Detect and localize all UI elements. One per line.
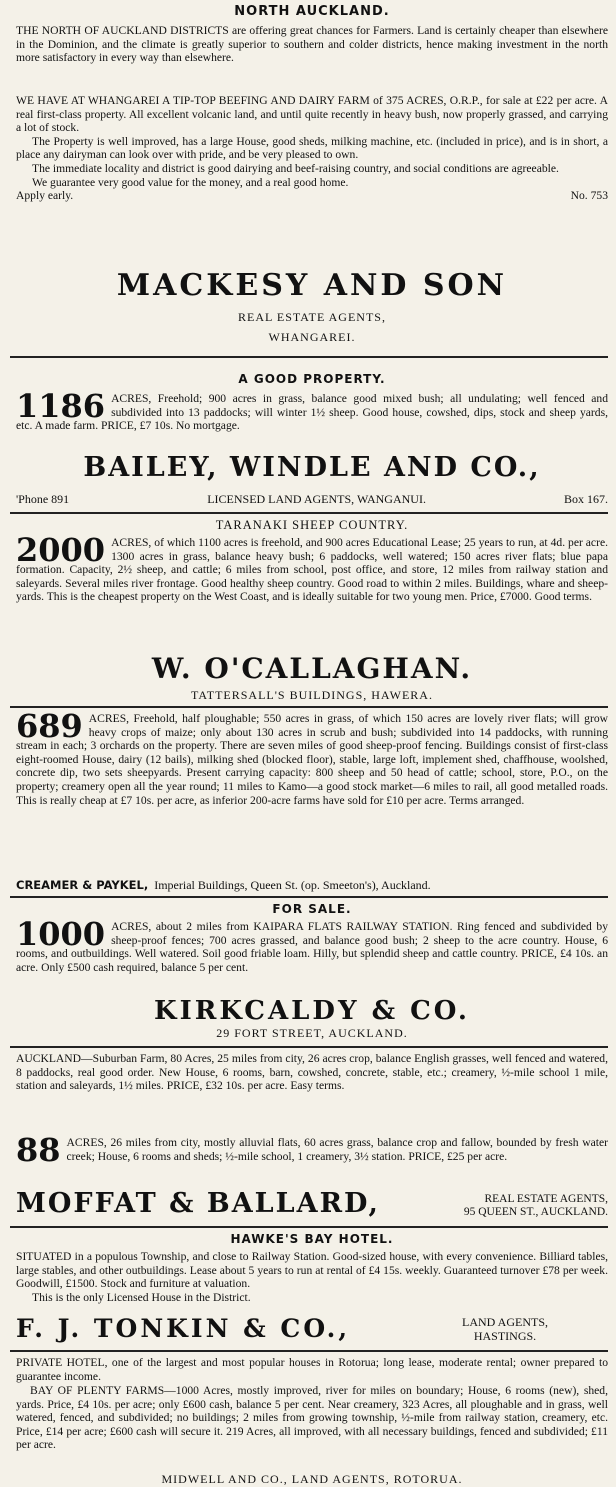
acreage-number: 689 xyxy=(16,707,83,745)
taranaki-text: 2000 ACRES, of which 1100 acres is freehold, and 900 acres Educational Lease; 25 years to run, at 4d. per acre. 1300 acres in grass, balance heavy bush; 6 paddocks, well watered; 150 acres river flats; blue papa formation. Capacity, 2½ sheep, and cattle; 6 miles from school, post office, and store, 12 miles from railway station and saleyards. Several miles river frontage. Good healthy sheep country. Good road to within 2 miles. Buildings, whare and sheep-yards. This is the cheapest property on the West Coast, and is ideally suitable for two young men. Price, £7000. Good terms. xyxy=(16,531,608,604)
auckland-suburban-farm-text: AUCKLAND—Suburban Farm, 80 Acres, 25 miles from city, 26 acres crop, balance English grasses, well fenced and watered, 8 paddocks, real good order. New House, 6 rooms, barn, cowshed, concrete, stable, etc.; creamery, ½-mile school 1 mile, station and saleyards, 1½ miles. PRICE, £32 10s. per acre. Easy terms. xyxy=(16,1052,608,1093)
reference-number: No. 753 xyxy=(570,189,608,203)
ocallaghan-agent: W. O'CALLAGHAN. xyxy=(151,652,473,685)
tonkin-agent-block xyxy=(16,1314,608,1343)
mackesy-and-son-agent: MACKESY AND SON xyxy=(116,268,508,303)
creamer-paykel-agent: CREAMER & PAYKEL, xyxy=(16,878,149,892)
creamer-agent-address: Imperial Buildings, Queen St. (op. Smeeton's), Auckland. xyxy=(154,878,431,892)
ocallaghan-agent-subtitle: TATTERSALL'S BUILDINGS, HAWERA. xyxy=(191,688,433,702)
apply-early: Apply early. xyxy=(16,189,74,203)
phone-number: 'Phone 891 xyxy=(16,492,70,506)
bailey-agent-info xyxy=(16,492,608,507)
moffat-agent-address: 95 QUEEN ST., AUCKLAND. xyxy=(463,1206,608,1218)
divider xyxy=(10,1046,608,1048)
midwell-agent: MIDWELL AND CO., LAND AGENTS, ROTORUA. xyxy=(161,1472,463,1486)
taranaki-heading: TARANAKI SHEEP COUNTRY. xyxy=(215,518,409,532)
acreage-number: 1000 xyxy=(16,915,106,953)
creamer-agent-info xyxy=(16,878,608,893)
tonkin-agent-info xyxy=(462,1315,548,1343)
moffat-agent-block xyxy=(16,1188,608,1219)
kirkcaldy-agent-subtitle: 29 FORT STREET, AUCKLAND. xyxy=(216,1026,408,1040)
bay-of-plenty-farms-text: BAY OF PLENTY FARMS—1000 Acres, mostly improved, river for miles on boundary; House, 6 rooms (new), shed, yards. Price, £4 10s. per acre; only £600 cash, balance 5 per cent. Near creamery, 323 Acres, all ploughable and in grass, well watered, fenced, and subdivided; no buildings; 2 miles from growing township, ½-mile from railway station, creamery, etc. Price, £14 per acre; £600 cash will secure it. 219 Acres, all improved, with all necessary buildings, fenced and subdivided; £11 per acre. xyxy=(16,1384,608,1452)
kirkcaldy-agent: KIRKCALDY & CO. xyxy=(154,996,470,1026)
good-property-text: 1186 ACRES, Freehold; 900 acres in grass, balance good mixed bush; all undulating; well fenced and subdivided into 13 paddocks; will winter 1½ sheep. Good house, cowshed, dips, stock and sheep yards, etc. A made farm. PRICE, £7 10s. No mortgage. xyxy=(16,387,608,433)
divider xyxy=(10,512,608,514)
rotorua-private-hotel-text: PRIVATE HOTEL, one of the largest and most popular houses in Rotorua; long lease, moderate rental; owner prepared to guarantee income. xyxy=(16,1356,608,1383)
moffat-88-acres-text: 88 ACRES, 26 miles from city, mostly alluvial flats, 60 acres grass, balance crop and fallow, bounded by fresh water creek; House, 6 rooms and sheds; ½-mile school, 1 creamery, 3½ station. PRICE, £25 per acre. xyxy=(16,1131,608,1169)
mackesy-agent-town: WHANGAREI. xyxy=(268,330,356,344)
hawkes-bay-hotel-text: SITUATED in a populous Township, and close to Railway Station. Good-sized house, with every convenience. Billiard tables, large stables, and other outbuildings. Lease about 5 years to run at rental of £4 15s. weekly. Guaranteed turnover £78 per week. Goodwill, £1500. Stock and furniture at valuation. This is the only Licensed House in the District. xyxy=(16,1250,608,1304)
divider xyxy=(10,1226,608,1228)
acreage-number: 2000 xyxy=(16,531,106,569)
acreage-number: 88 xyxy=(16,1131,61,1169)
divider xyxy=(10,356,608,358)
bailey-windle-agent: BAILEY, WINDLE AND CO., xyxy=(83,452,541,483)
hawkes-bay-hotel-heading: HAWKE'S BAY HOTEL. xyxy=(230,1232,394,1246)
creamer-paykel-text: 689 ACRES, Freehold, half ploughable; 550 acres in grass, of which 150 acres are lovely river flats; will grow heavy crops of maize; only about 130 acres in scrub and bush; subdivided into 14 paddocks, with running stream in each; 3 orchards on the property. There are seven miles of good sheep-proof fencing. Buildings consist of first-class eight-roomed House, dairy (12 bails), milking shed (blocked floor), stable, large loft, implement shed, chaffhouse, woolshed, concrete dip, two sets sheepyards. Present carrying capacity: 800 sheep and 50 head of cattle; school, store, P.O., on the property; creamery open all the year round; 11 miles to Kamo—a good stock market—6 miles to rail, all good metalled roads. This is really cheap at £7 10s. per acre, as inferior 200-acre farms have sold for £10 per acre. Terms arranged. xyxy=(16,707,608,807)
acreage-number: 1186 xyxy=(16,387,106,425)
for-sale-heading: FOR SALE. xyxy=(272,902,352,916)
hotel-note: This is the only Licensed House in the District. xyxy=(32,1290,251,1304)
mackesy-agent-subtitle: REAL ESTATE AGENTS, xyxy=(238,310,386,324)
divider xyxy=(10,706,608,708)
for-sale-text: 1000 ACRES, about 2 miles from KAIPARA FLATS RAILWAY STATION. Ring fenced and subdivided by sheep-proof fences; 700 acres grassed, and balance good bush; 2 sheep to the acre country. House, 6 rooms, and outbuildings. Well watered. Soil good friable loam. Hilly, but splendid sheep and cattle country. PRICE, £4 10s. an acre. Only £500 cash required, balance 5 per cent. xyxy=(16,915,608,974)
moffat-ballard-agent: MOFFAT & BALLARD, xyxy=(16,1188,380,1219)
moffat-agent-info xyxy=(464,1193,608,1219)
divider xyxy=(10,896,608,898)
tonkin-agent-subtitle: LAND AGENTS, xyxy=(462,1314,548,1329)
whangarei-farm-text: WE HAVE AT WHANGAREI A TIP-TOP BEEFING AND DAIRY FARM of 375 ACRES, O.R.P., for sale at £22 per acre. A real first-class property. All excellent volcanic land, and until quite recently in heavy bush, now properly grassed, and carrying a lot of stock. The Property is well improved, has a large House, good sheds, milking machine, etc. (included in price), and is in short, a place any dairyman can look over with pride, and be very pleased to own. The immediate locality and district is good dairying and beef-raising country, and social conditions are agreeable. We guarantee very good value for the money, and a real good home. Apply early. No. 753 xyxy=(16,94,608,203)
tonkin-agent: F. J. TONKIN & CO., xyxy=(16,1314,351,1343)
divider xyxy=(10,1350,608,1352)
north-auckland-heading: NORTH AUCKLAND. xyxy=(234,4,390,19)
good-property-heading: A GOOD PROPERTY. xyxy=(238,372,386,386)
tonkin-agent-town: HASTINGS. xyxy=(473,1328,537,1343)
north-auckland-intro: THE NORTH OF AUCKLAND DISTRICTS are offering great chances for Farmers. Land is certainly cheaper than elsewhere in the Dominion, and the climate is greatly superior to southern and colder districts, hence making investment in the north more satisfactory in every way than elsewhere. xyxy=(16,24,608,65)
box-number: Box 167. xyxy=(563,492,608,506)
bailey-agent-subtitle: LICENSED LAND AGENTS, WANGANUI. xyxy=(207,492,426,506)
moffat-agent-subtitle: REAL ESTATE AGENTS, xyxy=(484,1193,608,1205)
